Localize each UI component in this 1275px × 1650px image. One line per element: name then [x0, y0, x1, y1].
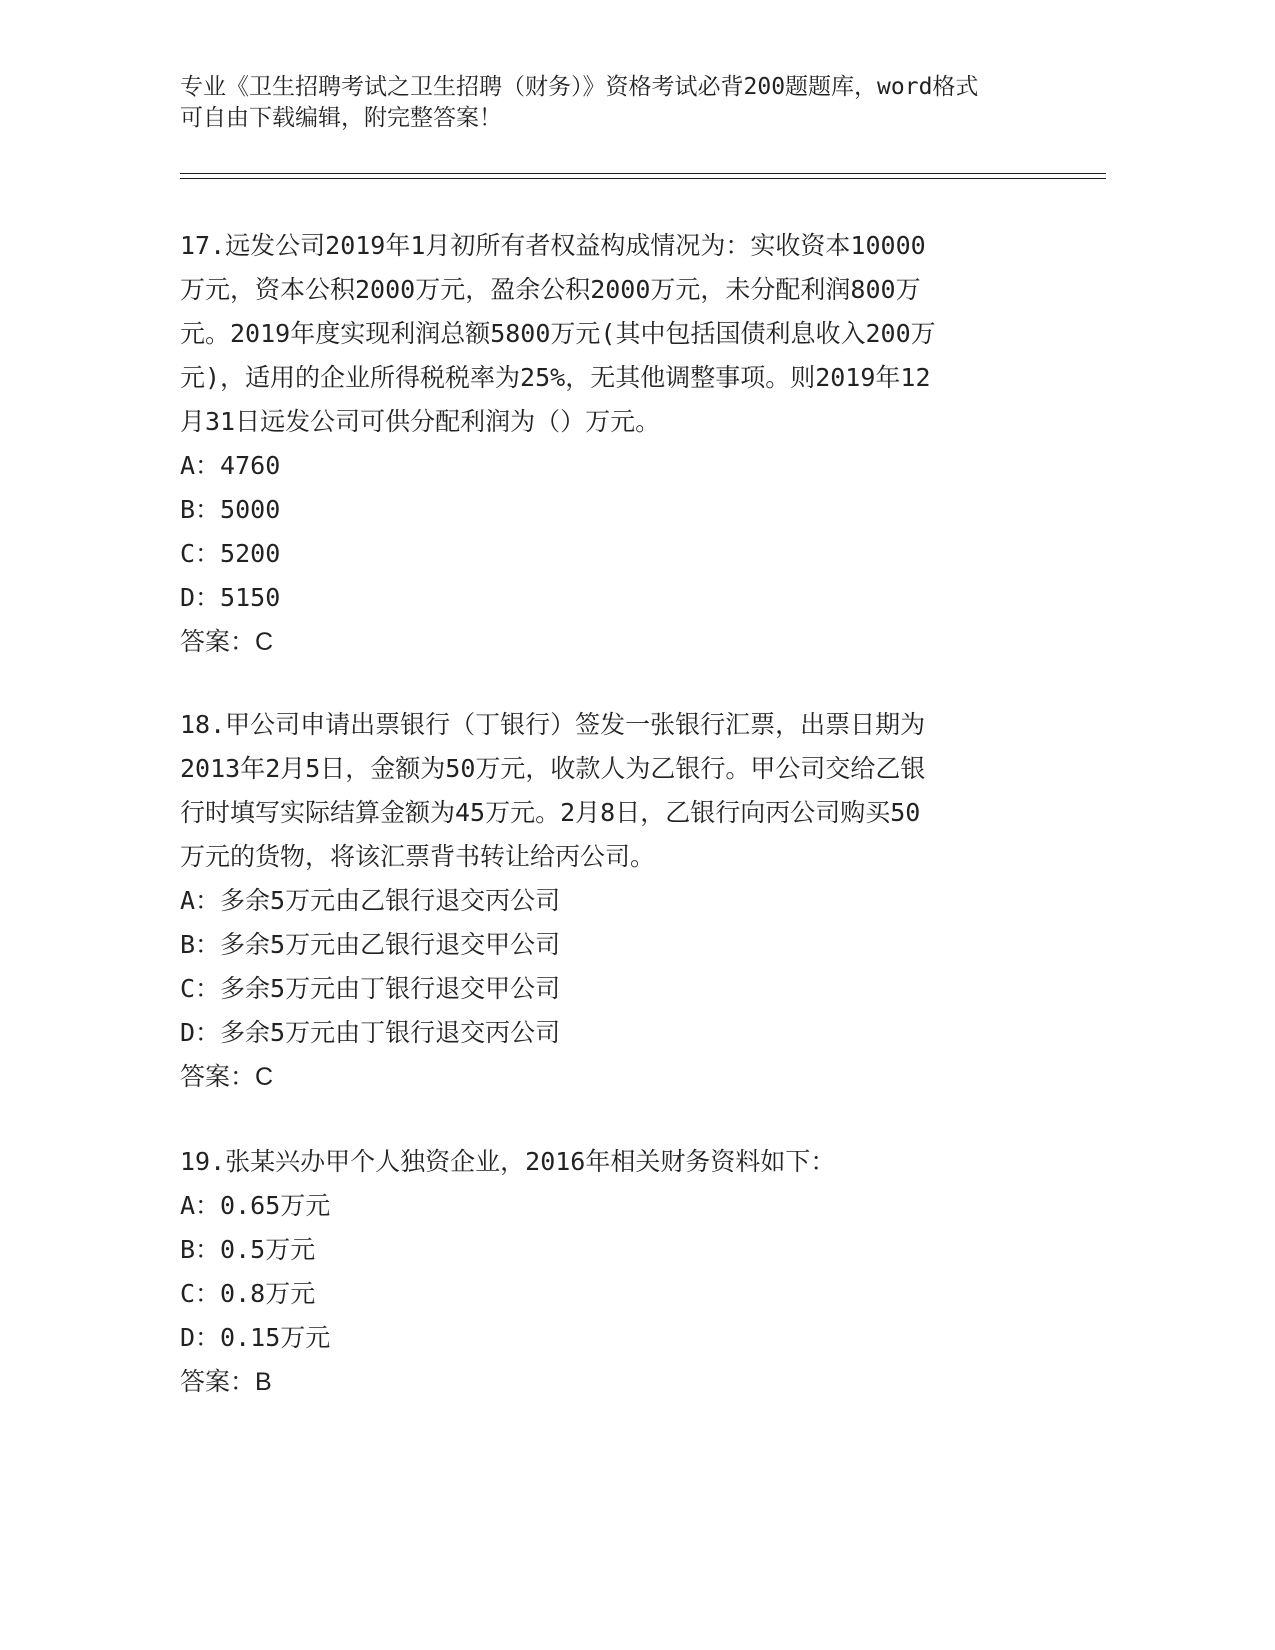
stem-line: 19.张某兴办甲个人独资企业，2016年相关财务资料如下：: [180, 1147, 836, 1176]
option-d: D：多余5万元由丁银行退交丙公司: [180, 1018, 561, 1047]
question-stem: [180, 224, 1060, 444]
header-divider-top: [180, 173, 1106, 174]
option-a: A：4760: [180, 451, 281, 480]
stem-line: 2013年2月5日，金额为50万元，收款人为乙银行。甲公司交给乙银: [180, 754, 926, 783]
question-stem: [180, 1140, 1060, 1184]
option-a: A：0.65万元: [180, 1191, 331, 1220]
question-stem: [180, 703, 1060, 879]
option-b: B：多余5万元由乙银行退交甲公司: [180, 930, 561, 959]
option-b: B：0.5万元: [180, 1235, 316, 1264]
stem-line: 万元，资本公积2000万元，盈余公积2000万元，未分配利润800万: [180, 275, 921, 304]
answer: 答案：C: [180, 628, 274, 656]
option-c: C：0.8万元: [180, 1279, 316, 1308]
stem-line: 18.甲公司申请出票银行（丁银行）签发一张银行汇票，出票日期为: [180, 710, 926, 739]
question-19: [180, 1140, 1060, 1404]
header-line-1: 专业《卫生招聘考试之卫生招聘（财务）》资格考试必背200题题库，word格式: [180, 74, 979, 100]
option-b: B：5000: [180, 495, 281, 524]
option-c: C：5200: [180, 539, 281, 568]
stem-line: 万元的货物，将该汇票背书转让给丙公司。: [180, 842, 656, 871]
stem-line: 行时填写实际结算金额为45万元。2月8日，乙银行向丙公司购买50: [180, 798, 921, 827]
option-d: D：0.15万元: [180, 1323, 331, 1352]
option-c: C：多余5万元由丁银行退交甲公司: [180, 974, 561, 1003]
question-18: [180, 703, 1060, 1099]
header-divider-bottom: [180, 178, 1106, 179]
stem-line: 元。2019年度实现利润总额5800万元(其中包括国债利息收入200万: [180, 319, 936, 348]
document-header: [180, 72, 1060, 134]
option-a: A：多余5万元由乙银行退交丙公司: [180, 886, 561, 915]
header-line-2: 可自由下载编辑，附完整答案！: [180, 105, 502, 131]
answer: 答案：B: [180, 1368, 272, 1396]
option-d: D：5150: [180, 583, 281, 612]
answer: 答案：C: [180, 1063, 274, 1091]
stem-line: 元)，适用的企业所得税税率为25%，无其他调整事项。则2019年12: [180, 363, 931, 392]
question-17: [180, 224, 1060, 664]
stem-line: 月31日远发公司可供分配利润为（）万元。: [180, 407, 661, 436]
stem-line: 17.远发公司2019年1月初所有者权益构成情况为：实收资本10000: [180, 231, 926, 260]
